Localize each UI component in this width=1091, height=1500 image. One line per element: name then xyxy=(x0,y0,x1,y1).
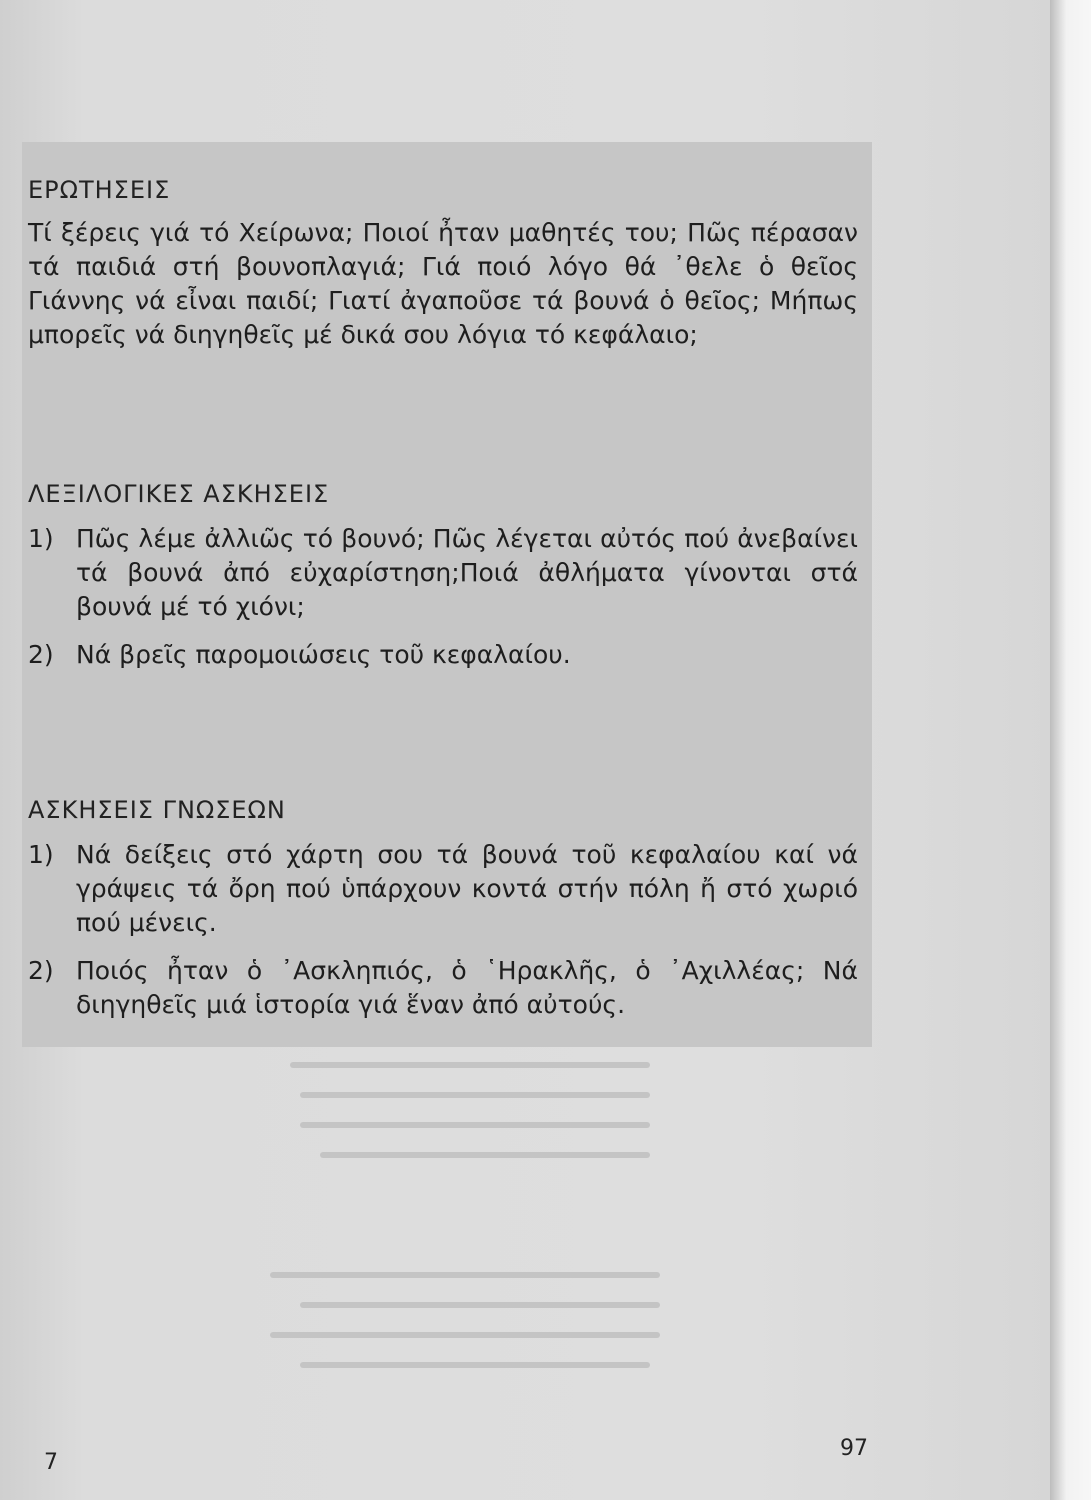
questions-heading: ΕΡΩΤΗΣΕΙΣ xyxy=(28,176,171,204)
knowledge-item-2 xyxy=(28,954,858,1022)
item-text: Νά δείξεις στό χάρτη σου τά βουνά τοῦ κεφαλαίου καί νά γράψεις τά ὄρη πού ὑπάρχουν κοντά στήν πόλη ἤ στό χωριό πού μένεις. xyxy=(76,840,858,937)
item-text: Ποιός ἦταν ὁ ᾽Ασκληπιός, ὁ ῾Ηρακλῆς, ὁ ᾽Αχιλλέας; Νά διηγηθεῖς μιά ἱστορία γιά ἕναν ἀπό αὐτούς. xyxy=(76,956,858,1019)
page-number: 97 xyxy=(840,1436,868,1461)
item-number: 2) xyxy=(28,956,54,985)
knowledge-heading: ΑΣΚΗΣΕΙΣ ΓΝΩΣΕΩΝ xyxy=(28,796,286,824)
knowledge-item-1 xyxy=(28,838,858,940)
item-number: 2) xyxy=(28,640,54,669)
vocabulary-item-2 xyxy=(28,638,858,672)
item-number: 1) xyxy=(28,524,54,553)
vocabulary-heading: ΛΕΞΙΛΟΓΙΚΕΣ ΑΣΚΗΣΕΙΣ xyxy=(28,480,330,508)
item-text: Πῶς λέμε ἀλλιῶς τό βουνό; Πῶς λέγεται αὐτός πού ἀνεβαίνει τά βουνά ἀπό εὐχαρίστηση;Ποιά ἀθλήματα γίνονται στά βουνά μέ τό χιόνι; xyxy=(76,524,858,621)
item-number: 1) xyxy=(28,840,54,869)
questions-text: Τί ξέρεις γιά τό Χείρωνα; Ποιοί ἦταν μαθητές του; Πῶς πέρασαν τά παιδιά στή βουνοπλαγιά; Γιά ποιό λόγο θά ᾽θελε ὁ θεῖος Γιάννης νά εἶναι παιδί; Γιατί ἀγαποῦσε τά βουνά ὁ θεῖος; Μήπως μπορεῖς νά διηγηθεῖς μέ δικά σου λόγια τό κεφάλαιο; xyxy=(28,218,858,349)
vocabulary-item-1 xyxy=(28,522,858,624)
item-text: Νά βρεῖς παρομοιώσεις τοῦ κεφαλαίου. xyxy=(76,640,571,669)
left-number: 7 xyxy=(44,1450,58,1475)
